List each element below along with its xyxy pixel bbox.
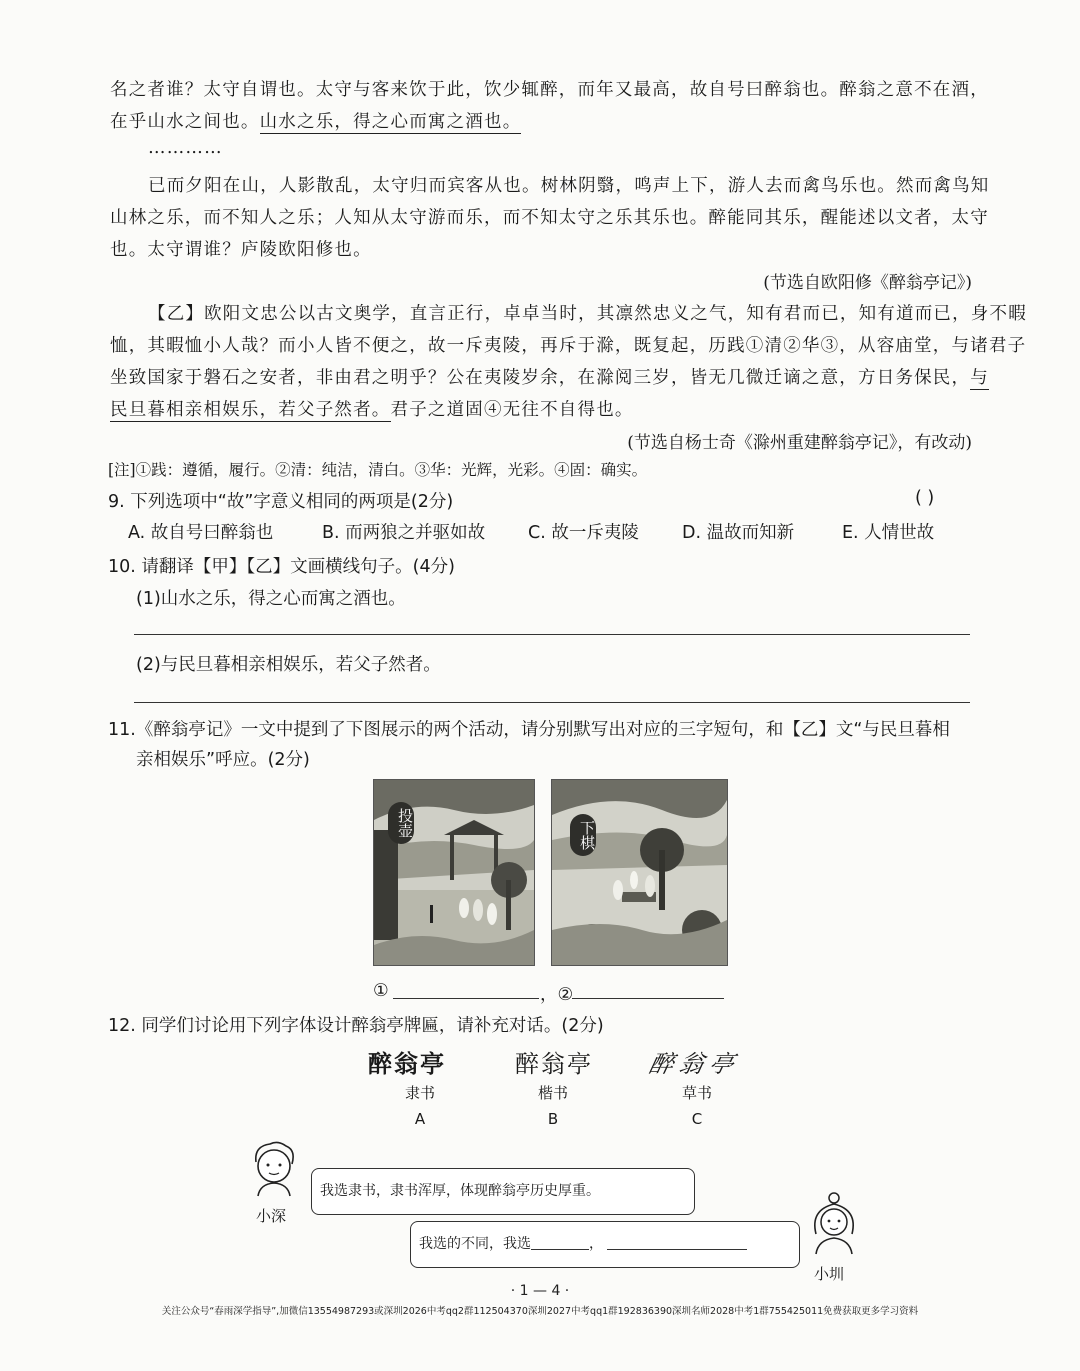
passage-b-line-3-plain: 坐致国家于磐石之安者，非由君之明乎？公在夷陵岁余，在滁阅三岁，皆无几微迁谪之意，方日务保民， <box>110 368 971 388</box>
passage-b-source: (节选自杨士奇《滁州重建醉翁亭记》，有改动) <box>627 433 972 453</box>
q9-answer-bracket[interactable]: ( ) <box>915 488 935 508</box>
q12-stem: 12. 同学们讨论用下列字体设计醉翁亭牌匾，请补充对话。(2分) <box>108 1016 604 1036</box>
q11-stem-line-2: 亲相娱乐”呼应。(2分) <box>136 750 310 770</box>
q11-blank-1-label: ① <box>373 981 389 1001</box>
q10-stem: 10. 请翻译【甲】【乙】文画横线句子。(4分) <box>108 557 455 577</box>
chess-illustration <box>551 779 728 966</box>
speech-bubble-2 <box>410 1221 800 1268</box>
page-number: · 1 — 4 · <box>510 1283 570 1299</box>
passage-b-line-2: 恤，其暇恤小人哉？而小人皆不便之，故一斥夷陵，再斥于滁，既复起，历践①清②华③，从容庙堂，与诸君子 <box>110 336 1027 356</box>
passage-a-line-2-plain: 在乎山水之间也。 <box>110 112 260 132</box>
q9-option-b[interactable]: B. 而两狼之并驱如故 <box>322 523 486 543</box>
q11-stem-line-1: 11.《醉翁亭记》一文中提到了下图展示的两个活动，请分别默写出对应的三字短句，和【乙】文“与民旦暮相 <box>108 720 950 740</box>
passage-a-line-4: 山林之乐，而不知人之乐；人知从太守游而乐，而不知太守之乐其乐也。醉能同其乐，醒能述以文者，太守 <box>110 208 989 228</box>
passage-b-underline-start: 与 <box>970 368 989 388</box>
passage-a-line-3: 已而夕阳在山，人影散乱，太守归而宾客从也。树林阴翳，鸣声上下，游人去而禽鸟乐也。然而禽鸟知 <box>148 176 990 196</box>
speaker-2-name: 小圳 <box>814 1265 845 1283</box>
passage-a-source: (节选自欧阳修《醉翁亭记》) <box>763 273 972 293</box>
speech-2-text-b: ， <box>589 1236 603 1252</box>
passage-b-underlined-sentence: 民旦暮相亲相娱乐，若父子然者。 <box>110 400 391 420</box>
font-option-a[interactable]: A <box>414 1110 426 1128</box>
q9-option-c[interactable]: C. 故一斥夷陵 <box>528 523 639 543</box>
font-style-clerical: 隶书 <box>404 1084 435 1102</box>
font-sample-cursive: 醉翁亭 <box>646 1050 743 1078</box>
chess-caption: 下棋 <box>570 814 596 856</box>
pitch-pot-caption: 投壶 <box>388 802 414 844</box>
speech-bubble-1: 我选隶书，隶书浑厚，体现醉翁亭历史厚重。 <box>311 1168 695 1215</box>
passage-b-line-4-plain: 君子之道固④无往不自得也。 <box>390 400 634 420</box>
font-option-c[interactable]: C <box>691 1110 703 1128</box>
chess-scene <box>552 780 727 965</box>
passage-b-line-3 <box>110 364 989 389</box>
passage-a-line-1: 名之者谁？太守自谓也。太守与客来饮于此，饮少辄醉，而年又最高，故自号曰醉翁也。醉翁之意不在酒， <box>110 80 989 100</box>
pitch-pot-illustration <box>373 779 535 966</box>
q9-stem: 9. 下列选项中“故”字意义相同的两项是(2分) <box>108 492 454 512</box>
q10-answer-line-1[interactable] <box>134 634 970 635</box>
passage-a-line-5: 也。太守谓谁？庐陵欧阳修也。 <box>110 240 372 260</box>
passage-a-ellipsis: ………… <box>148 138 223 158</box>
student-xiaozhen-avatar <box>806 1190 862 1256</box>
passage-b-notes: [注]①践：遵循，履行。②清：纯洁，清白。③华：光辉，光彩。④固：确实。 <box>108 461 648 479</box>
promo-footer: 关注公众号“春雨深学指导”,加微信13554987293或深圳2026中考qq2群112504370深圳2027中考qq1群192836390深圳名师2028中考1群755425011免费获取更多学习资料 <box>161 1306 919 1317</box>
student-xiaoshen-avatar <box>248 1140 300 1198</box>
q9-option-a[interactable]: A. 故自号曰醉翁也 <box>128 523 274 543</box>
q11-blank-2-label: ，② <box>540 985 574 1005</box>
q9-option-d[interactable]: D. 温故而知新 <box>682 523 795 543</box>
speech-2-blank-reason[interactable] <box>607 1233 747 1250</box>
speech-2-blank-choice[interactable] <box>531 1233 589 1250</box>
q10-answer-line-2[interactable] <box>134 702 970 703</box>
passage-b-line-4 <box>110 396 634 421</box>
q9-option-e[interactable]: E. 人情世故 <box>842 523 935 543</box>
speaker-1-name: 小深 <box>256 1207 287 1225</box>
font-sample-clerical: 醉翁亭 <box>368 1049 446 1078</box>
q10-sub-1: (1)山水之乐，得之心而寓之酒也。 <box>136 589 406 609</box>
font-option-b[interactable]: B <box>547 1110 559 1128</box>
font-style-cursive: 草书 <box>681 1084 712 1102</box>
font-sample-regular: 醉翁亭 <box>515 1052 593 1078</box>
passage-b-line-1: 【乙】欧阳文忠公以古文奥学，直言正行，卓卓当时，其凛然忠义之气，知有君而已，知有道而已，身不暇 <box>148 304 1027 324</box>
font-style-regular: 楷书 <box>537 1084 568 1102</box>
speech-2-text-a: 我选的不同，我选 <box>419 1236 531 1252</box>
q11-answer-blank-2[interactable] <box>572 998 724 999</box>
q11-answer-blank-1[interactable] <box>393 998 539 999</box>
passage-a-line-2 <box>110 108 521 133</box>
q10-sub-2: (2)与民旦暮相亲相娱乐，若父子然者。 <box>136 655 441 675</box>
passage-a-underlined-sentence: 山水之乐，得之心而寓之酒也。 <box>259 112 522 132</box>
